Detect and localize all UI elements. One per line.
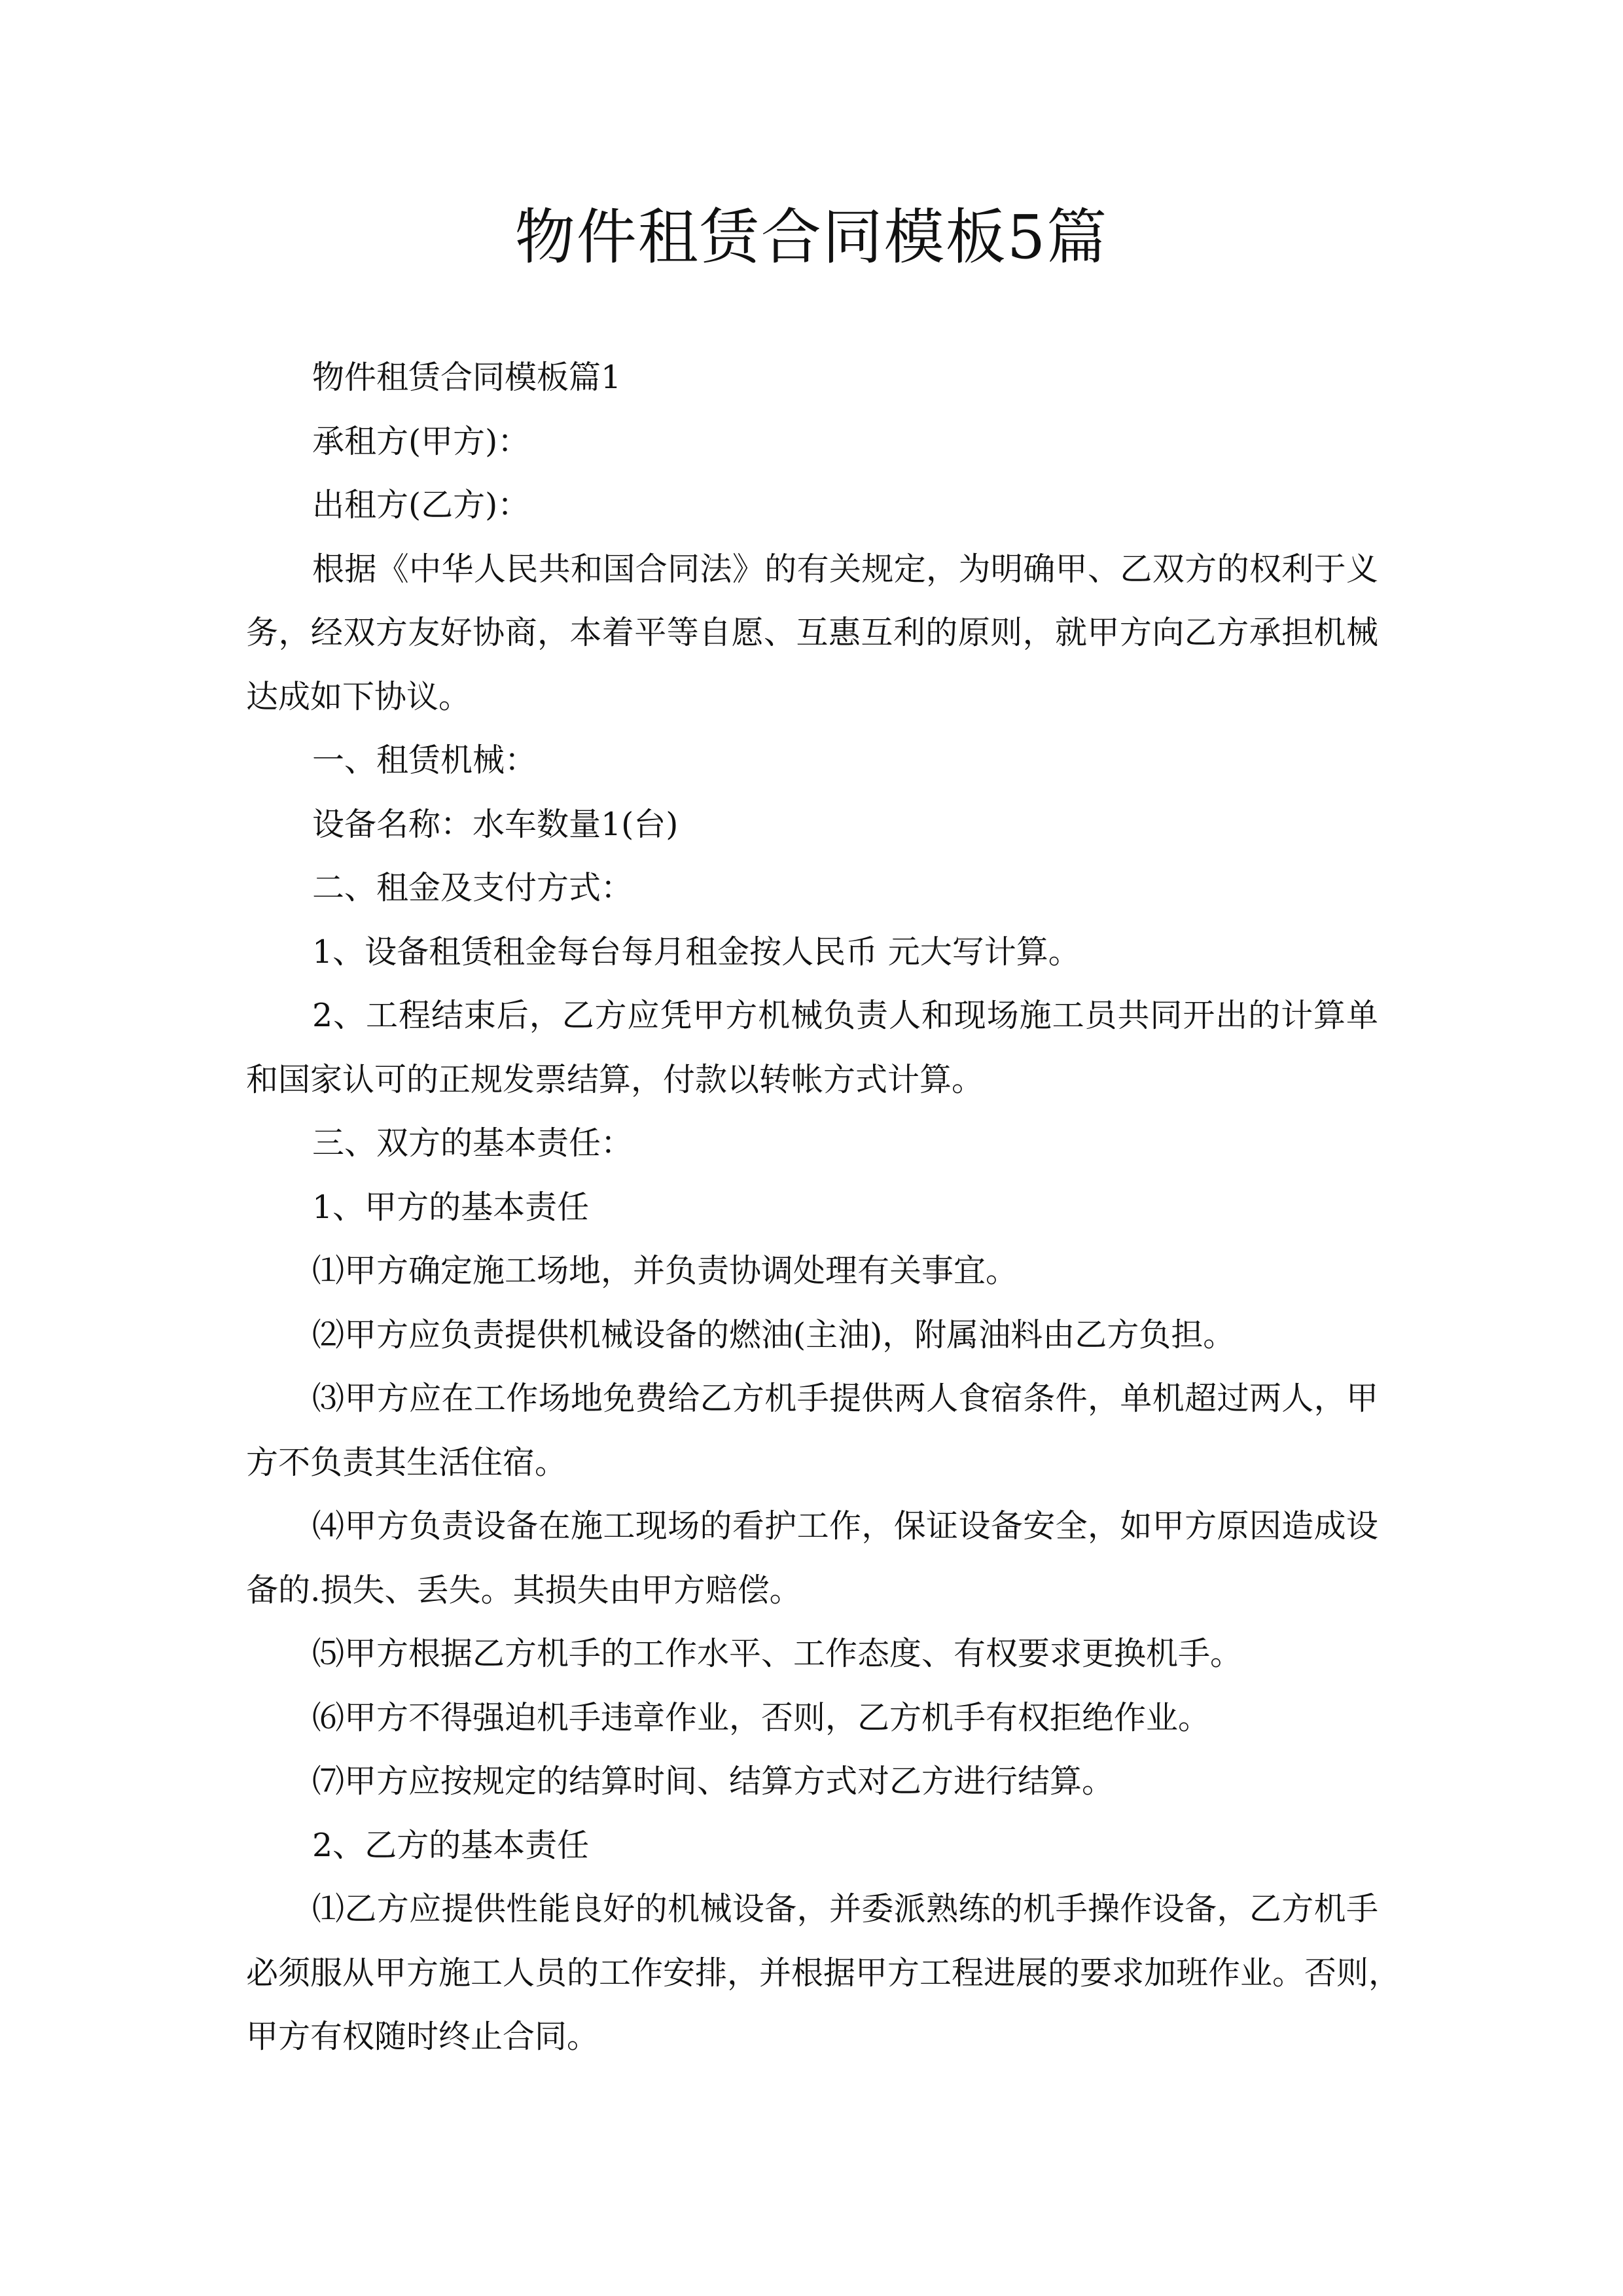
paragraph-line: 根据《中华人民共和国合同法》的有关规定，为明确甲、乙双方的权利于义 [312, 550, 1378, 588]
paragraph-line: ⑴甲方确定施工场地，并负责协调处理有关事宜。 [312, 1252, 1018, 1289]
paragraph [246, 1814, 1378, 1878]
paragraph [246, 1494, 1378, 1622]
paragraph [246, 920, 1378, 984]
paragraph-line: 必须服从甲方施工人员的工作安排，并根据甲方工程进展的要求加班作业。否则， [246, 1954, 1401, 1992]
paragraph-line: 甲方有权随时终止合同。 [246, 2018, 599, 2055]
paragraph-line: 1、甲方的基本责任 [312, 1188, 590, 1226]
paragraph [246, 984, 1378, 1111]
document-body [246, 346, 1401, 2069]
paragraph-line: ⑺甲方应按规定的结算时间、结算方式对乙方进行结算。 [312, 1763, 1115, 1800]
paragraph [246, 1111, 1378, 1175]
paragraph-line: 务，经双方友好协商，本着平等自愿、互惠互利的原则，就甲方向乙方承担机械 [246, 614, 1378, 651]
paragraph-line: 承租方(甲方)： [312, 422, 530, 460]
paragraph-line: 方不负责其生活住宿。 [246, 1443, 567, 1481]
paragraph-line: ⑸甲方根据乙方机手的工作水平、工作态度、有权要求更换机手。 [312, 1635, 1243, 1672]
paragraph-line: 和国家认可的正规发票结算，付款以转帐方式计算。 [246, 1060, 984, 1098]
paragraph-line: ⑵甲方应负责提供机械设备的燃油(主油)，附属油料由乙方负担。 [312, 1316, 1236, 1354]
paragraph-line: 出租方(乙方)： [312, 486, 530, 524]
paragraph-line: 2、工程结束后，乙方应凭甲方机械负责人和现场施工员共同开出的计算单 [312, 997, 1378, 1034]
paragraph [246, 1239, 1378, 1303]
paragraph-line: 二、租金及支付方式： [312, 869, 633, 906]
paragraph [246, 1175, 1378, 1240]
paragraph [246, 1367, 1378, 1494]
paragraph-line: 达成如下协议。 [246, 677, 471, 715]
paragraph [246, 346, 1378, 410]
paragraph-line: ⑶甲方应在工作场地免费给乙方机手提供两人食宿条件，单机超过两人，甲 [312, 1380, 1378, 1417]
paragraph-line: 备的.损失、丢失。其损失由甲方赔偿。 [246, 1571, 802, 1609]
paragraph-line: 1、设备租赁租金每台每月租金按人民币 元大写计算。 [312, 933, 1080, 971]
paragraph-line: ⑹甲方不得强迫机手违章作业，否则，乙方机手有权拒绝作业。 [312, 1698, 1211, 1736]
paragraph-line: ⑷甲方负责设备在施工现场的看护工作，保证设备安全，如甲方原因造成设 [312, 1507, 1378, 1545]
paragraph-line: 一、租赁机械： [312, 742, 537, 779]
paragraph [246, 473, 1378, 537]
paragraph-line: 2、乙方的基本责任 [312, 1826, 590, 1864]
paragraph [246, 537, 1378, 729]
paragraph [246, 1749, 1378, 1814]
paragraph [246, 1686, 1378, 1750]
paragraph [246, 728, 1378, 793]
paragraph [246, 793, 1378, 857]
paragraph [246, 1877, 1401, 2069]
paragraph-line: 物件租赁合同模板篇1 [312, 359, 622, 396]
paragraph-line: 设备名称：水车数量1(台) [312, 805, 679, 843]
paragraph [246, 856, 1378, 920]
paragraph-line: 三、双方的基本责任： [312, 1124, 633, 1162]
paragraph [246, 1622, 1378, 1686]
paragraph [246, 1303, 1378, 1367]
document-title: 物件租赁合同模板5篇 [514, 202, 1109, 272]
paragraph-line: ⑴乙方应提供性能良好的机械设备，并委派熟练的机手操作设备，乙方机手 [312, 1890, 1378, 1928]
paragraph [246, 410, 1378, 474]
